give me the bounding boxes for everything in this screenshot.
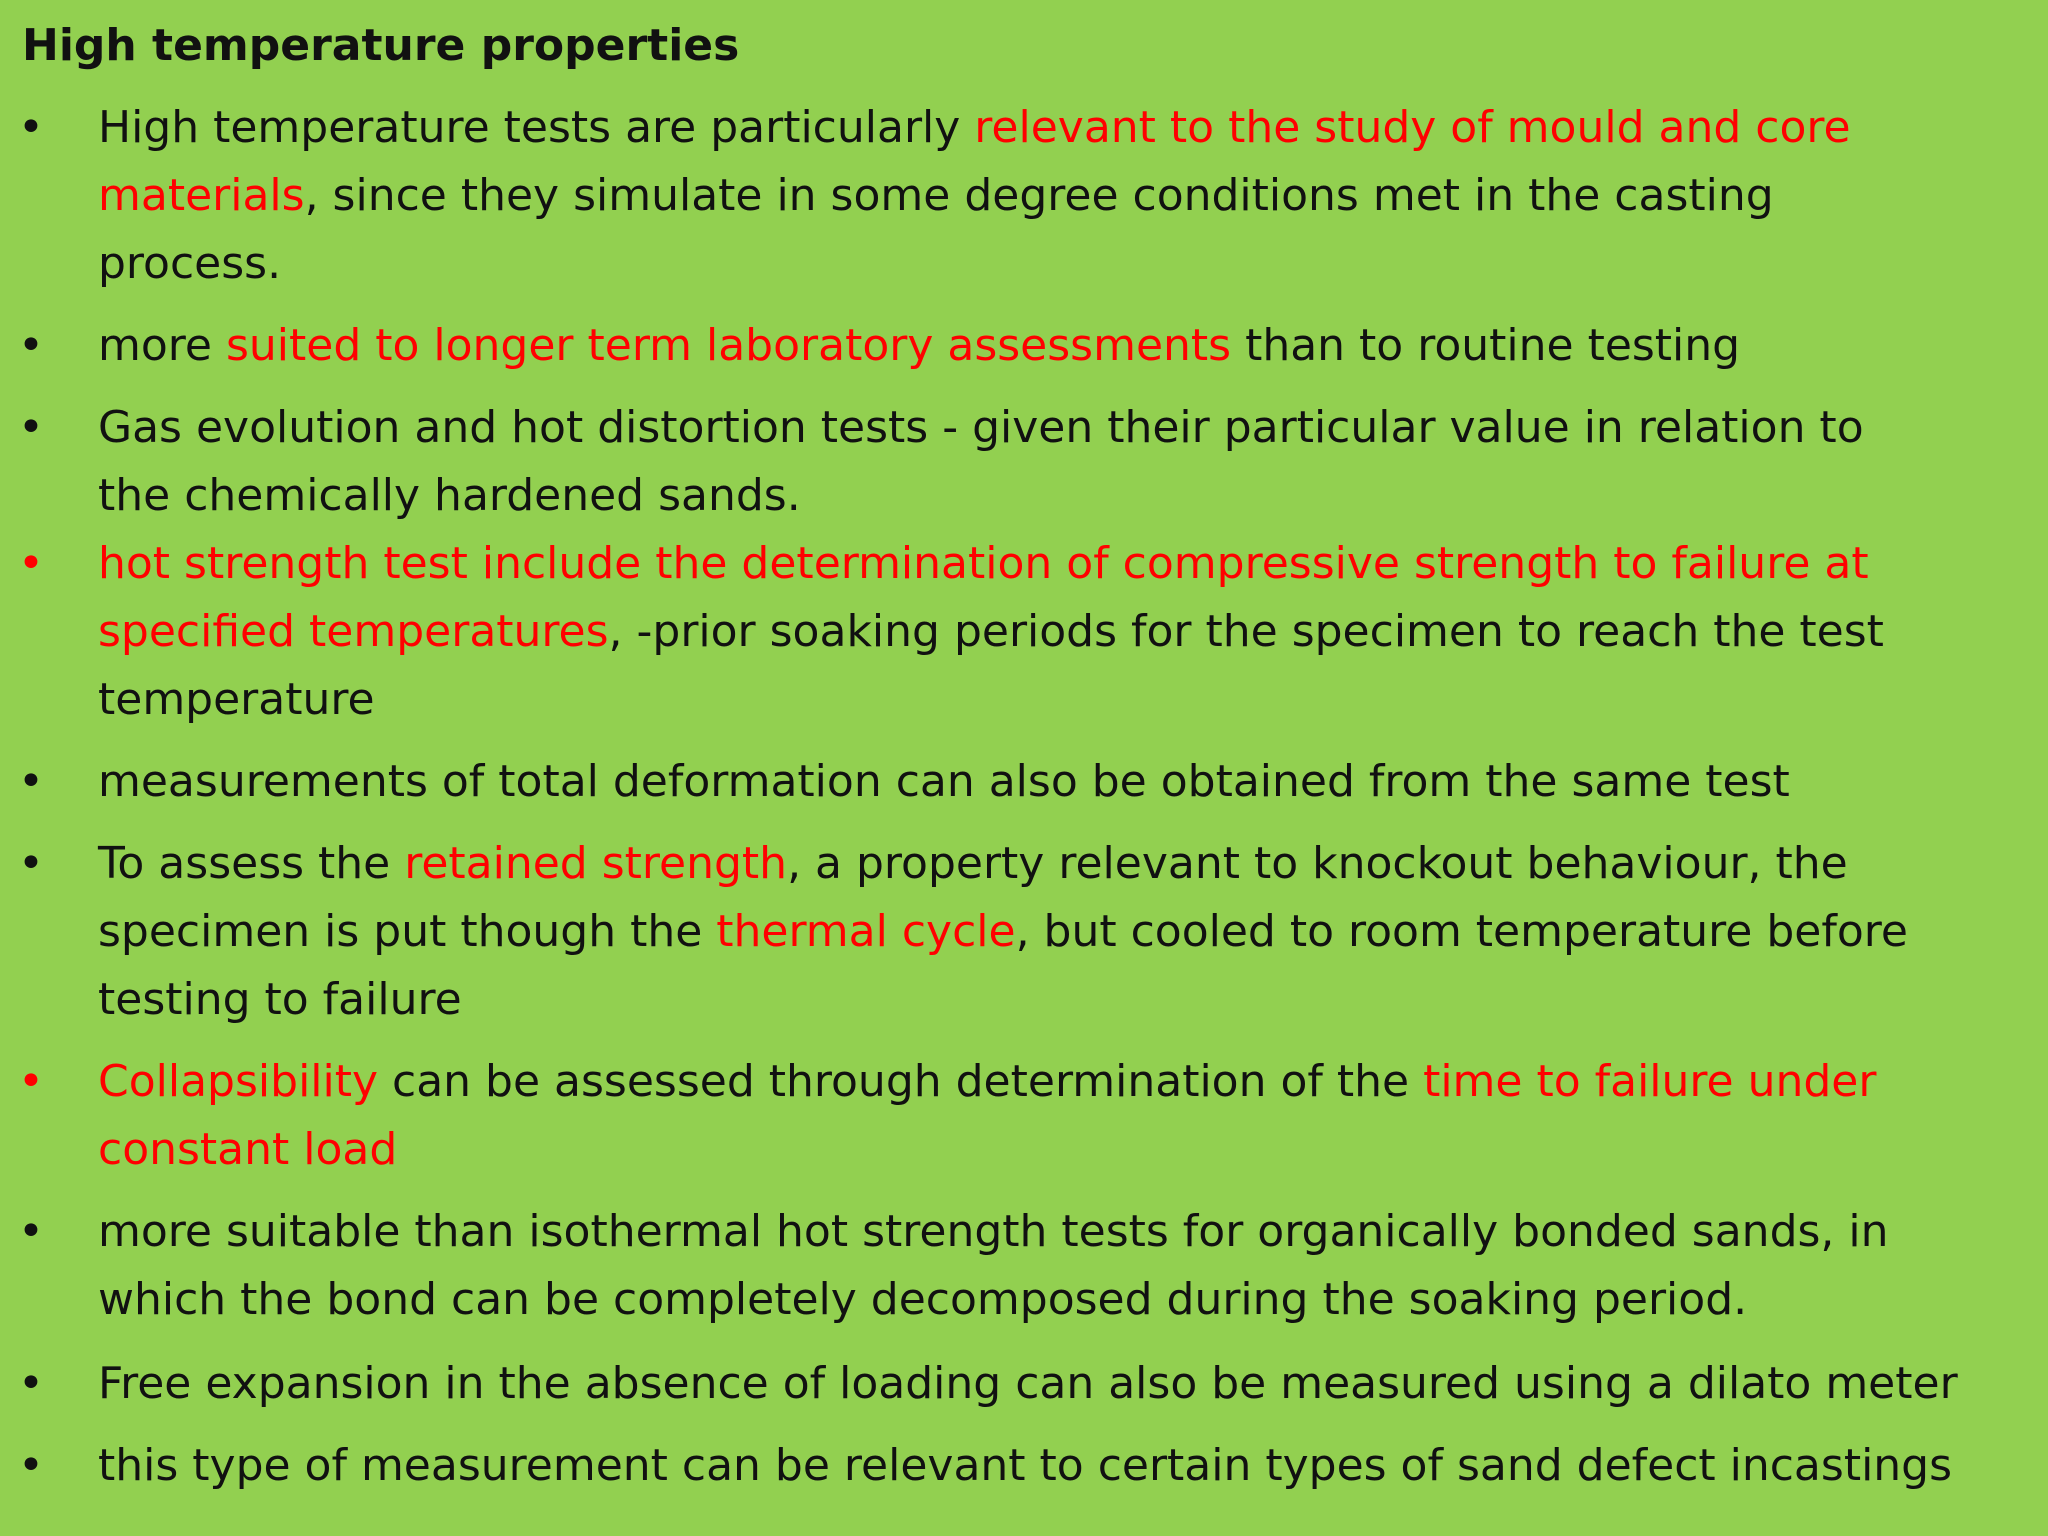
bullet-line [98, 1198, 1889, 1266]
highlighted-text: retained strength [404, 838, 788, 889]
bullet-line [98, 462, 801, 530]
body-text: , since they simulate in some degree conditions met in the casting [304, 170, 1774, 221]
bullet-marker: • [18, 838, 44, 889]
highlighted-text: time to failure under [1423, 1056, 1877, 1107]
bullet-line [98, 1432, 1952, 1500]
body-text: measurements of total deformation can also be obtained from the same test [98, 756, 1790, 807]
bullet-marker: • [18, 538, 44, 589]
body-text: Gas evolution and hot distortion tests - given their particular value in relation to [98, 402, 1864, 453]
bullet-marker: • [18, 1440, 44, 1491]
body-text: High temperature tests are particularly [98, 102, 975, 153]
bullet-line [98, 94, 1851, 162]
bullet-marker: • [18, 1206, 44, 1257]
body-text: can be assessed through determination of the [378, 1056, 1424, 1107]
slide-title: High temperature properties [22, 20, 740, 71]
highlighted-text: specified temperatures [98, 606, 609, 657]
body-text: process. [98, 238, 282, 289]
body-text: more [98, 320, 226, 371]
bullet-line [98, 394, 1864, 462]
bullet-line [98, 748, 1790, 816]
body-text: which the bond can be completely decomposed during the soaking period. [98, 1274, 1748, 1325]
body-text: specimen is put though the [98, 906, 717, 957]
bullet-item [0, 748, 2048, 816]
highlighted-text: hot strength test include the determination of compressive strength to failure at [98, 538, 1869, 589]
bullet-line [98, 162, 1774, 230]
highlighted-text: constant load [98, 1124, 398, 1175]
bullet-marker: • [18, 1358, 44, 1409]
bullet-item [0, 1048, 2048, 1184]
bullet-marker: • [18, 756, 44, 807]
highlighted-text: suited to longer term laboratory assessments [225, 320, 1232, 371]
bullet-item [0, 94, 2048, 298]
bullet-item [0, 1198, 2048, 1334]
bullet-marker: • [18, 102, 44, 153]
body-text: more suitable than isothermal hot strength tests for organically bonded sands, in [98, 1206, 1889, 1257]
body-text: temperature [98, 674, 375, 725]
bullet-line [98, 1266, 1747, 1334]
bullet-line [98, 530, 1869, 598]
bullet-line [98, 898, 1908, 966]
bullet-item [0, 1432, 2048, 1500]
bullet-item [0, 1350, 2048, 1418]
bullet-line [98, 1116, 397, 1184]
body-text: than to routine testing [1231, 320, 1741, 371]
bullet-item [0, 830, 2048, 1034]
bullet-line [98, 598, 1884, 666]
body-text: this type of measurement can be relevant to certain types of sand defect incastings [98, 1440, 1953, 1491]
bullet-marker: • [18, 320, 44, 371]
bullet-item [0, 312, 2048, 380]
body-text: , but cooled to room temperature before [1015, 906, 1908, 957]
bullet-line [98, 830, 1848, 898]
body-text: testing to failure [98, 974, 462, 1025]
bullet-item [0, 530, 2048, 734]
body-text: To assess the [98, 838, 405, 889]
highlighted-text: Collapsibility [98, 1056, 379, 1107]
bullet-line [98, 312, 1740, 380]
bullet-item [0, 394, 2048, 530]
bullet-line [98, 1048, 1876, 1116]
bullet-line [98, 666, 375, 734]
bullet-line [98, 1350, 1958, 1418]
highlighted-text: relevant to the study of mould and core [974, 102, 1851, 153]
bullet-marker: • [18, 1056, 44, 1107]
bullet-line [98, 230, 281, 298]
body-text: , -prior soaking periods for the specimen to reach the test [608, 606, 1884, 657]
bullet-marker: • [18, 402, 44, 453]
highlighted-text: thermal cycle [716, 906, 1016, 957]
bullet-line [98, 966, 462, 1034]
body-text: Free expansion in the absence of loading can also be measured using a dilato meter [98, 1358, 1958, 1409]
body-text: , a property relevant to knockout behaviour, the [787, 838, 1848, 889]
body-text: the chemically hardened sands. [98, 470, 801, 521]
highlighted-text: materials [98, 170, 305, 221]
